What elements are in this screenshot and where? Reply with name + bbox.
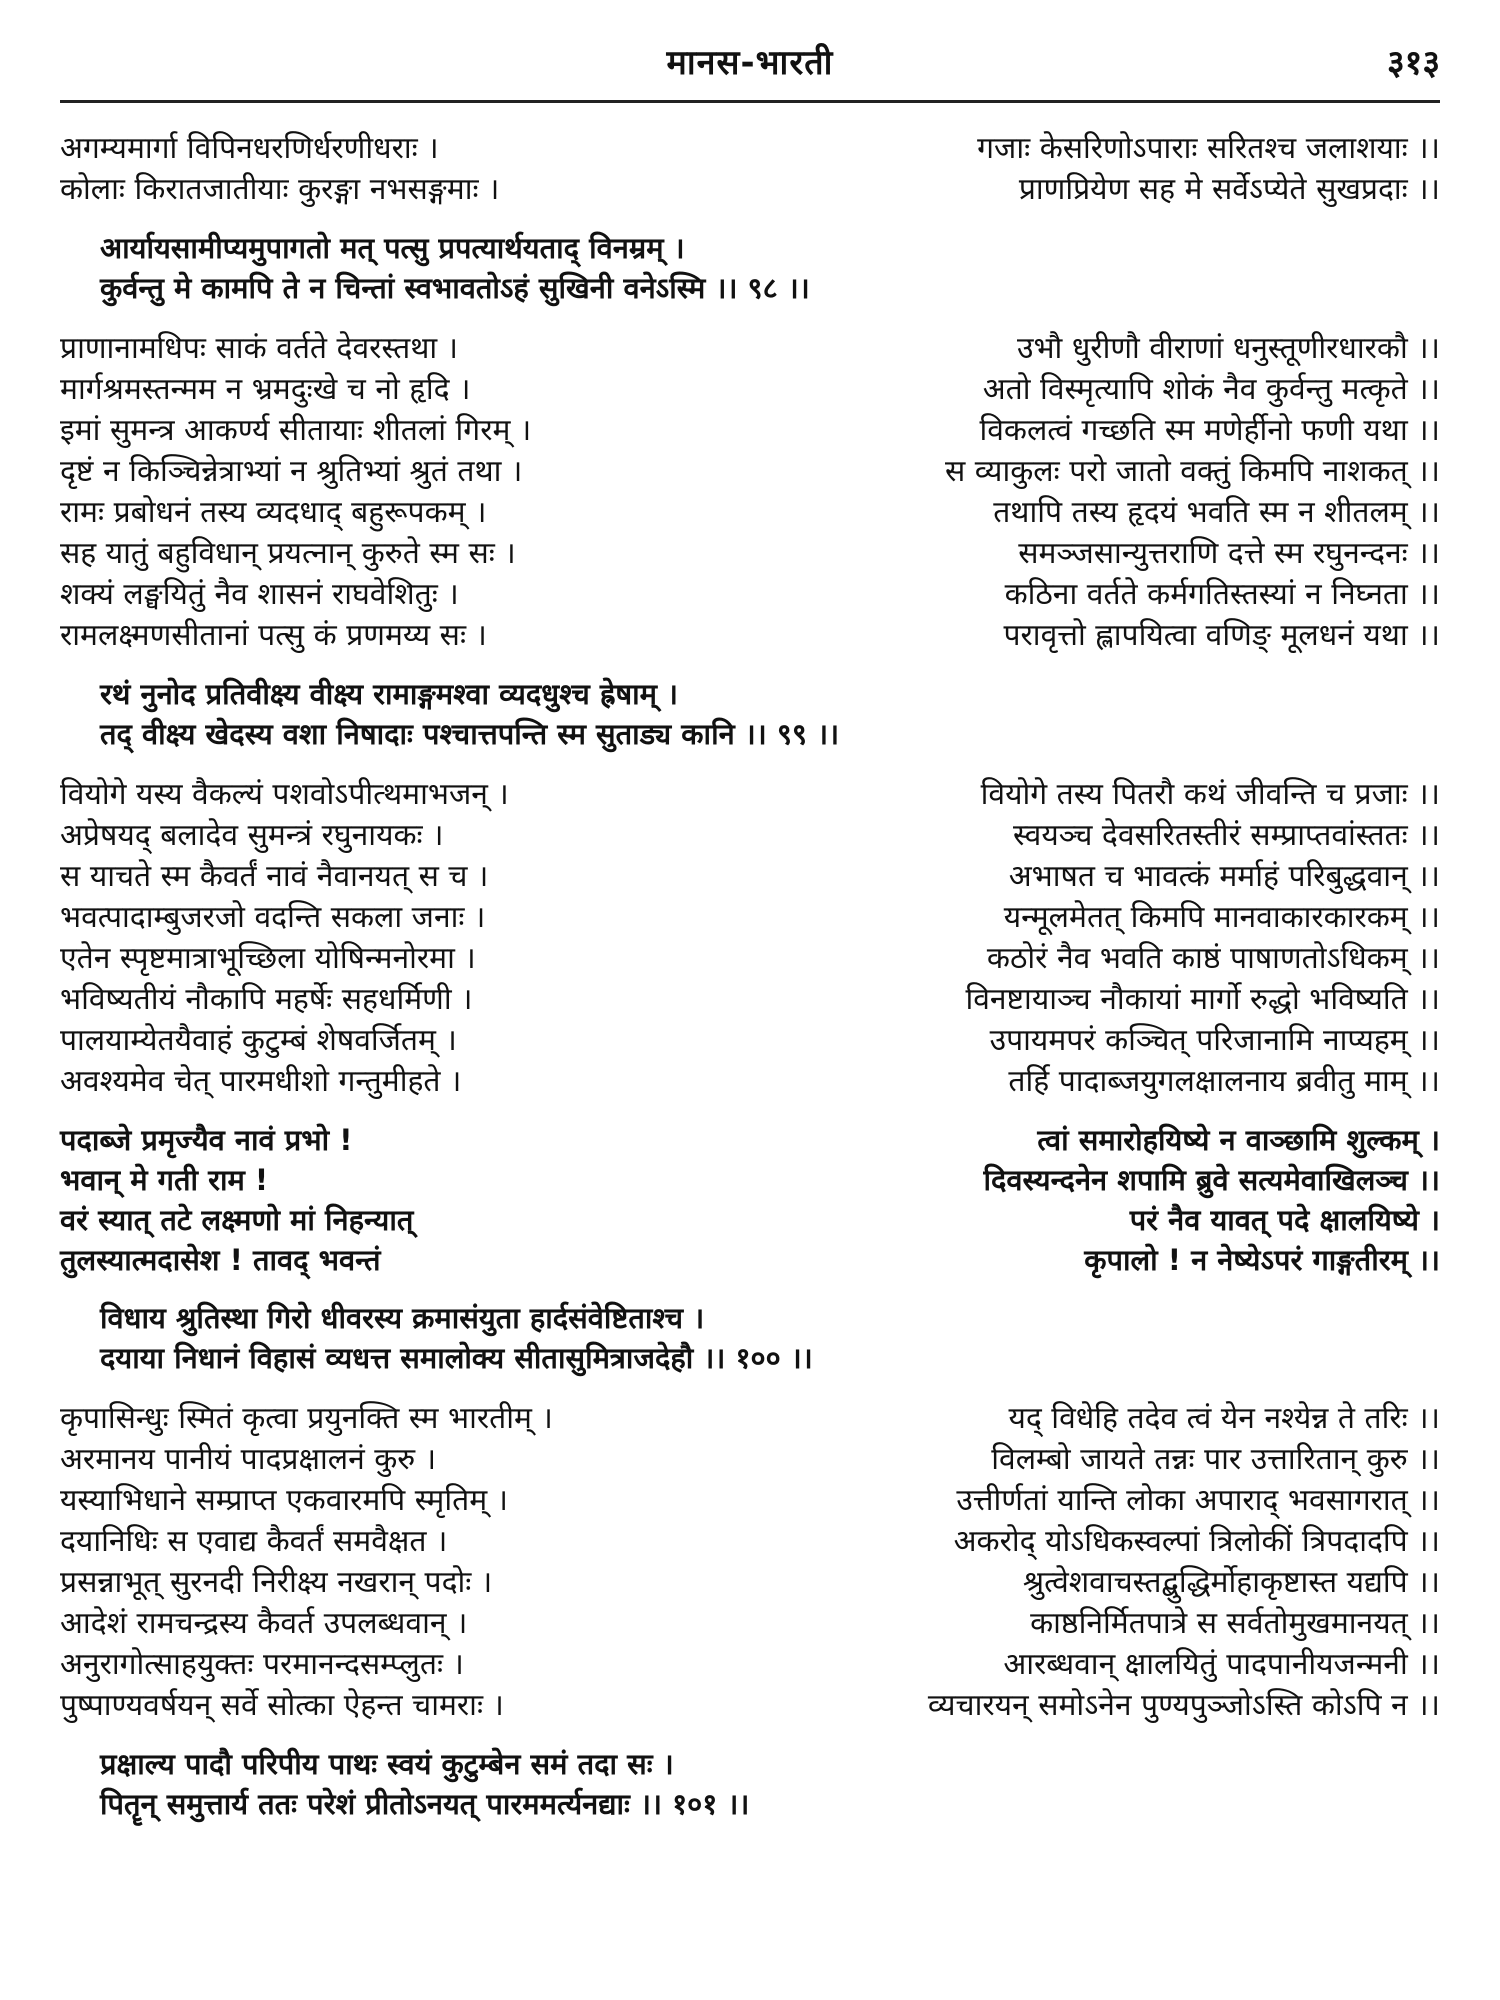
verse-first-half: वियोगे यस्य वैकल्यं पशवोऽपीत्थमाभजन् । — [60, 777, 509, 812]
verse-second-half: स्वयञ्च देवसरितस्तीरं सम्प्राप्तवांस्ततः ।। — [1012, 818, 1440, 853]
verse-first-half: अगम्यमार्गा विपिनधरणिर्धरणीधराः । — [60, 131, 439, 166]
verse-line — [60, 1439, 1440, 1480]
verse-first-half: अप्रेषयद् बलादेव सुमन्त्रं रघुनायकः । — [60, 818, 444, 853]
verse-line — [60, 369, 1440, 410]
verse-second-half: काष्ठनिर्मितपात्रे स सर्वतोमुखमानयत् ।। — [1030, 1606, 1440, 1641]
verse-text: आर्यायसामीप्यमुपागतो मत् पत्सु प्रपत्यार्थयताद् विनम्रम् । — [100, 231, 685, 265]
verse-second-half: विलम्बो जायते तन्नः पार उत्तारितान् कुरु ।। — [991, 1442, 1440, 1477]
verse-second-half: दिवस्यन्दनेन शपामि ब्रुवे सत्यमेवाखिलञ्च ।। — [983, 1163, 1440, 1197]
verse-line — [60, 1480, 1440, 1521]
verse-line — [60, 1020, 1440, 1061]
verse-first-half: मार्गश्रमस्तन्मम न भ्रमदुःखे च नो हृदि । — [60, 372, 471, 407]
verse-first-half: अरमानय पानीयं पादप्रक्षालनं कुरु । — [60, 1442, 437, 1477]
verse-line — [60, 1120, 1440, 1160]
verse-text: तद् वीक्ष्य खेदस्य वशा निषादाः पश्चात्तपन्ति स्म सुताड्य कानि ।। ९९ ।। — [100, 717, 840, 751]
verse-text: पितॄन् समुत्तार्य ततः परेशं प्रीतोऽनयत् पारममर्त्यनद्याः ।। १०१ ।। — [100, 1787, 750, 1821]
doha-verse — [60, 1298, 1440, 1378]
verse-second-half: उपायमपरं कञ्चित् परिजानामि नाप्यहम् ।। — [989, 1023, 1440, 1058]
verse-second-half: तर्हि पादाब्जयुगलक्षालनाय ब्रवीतु माम् ।। — [1008, 1064, 1440, 1099]
verse-text: कुर्वन्तु मे कामपि ते न चिन्तां स्वभावतोऽहं सुखिनी वनेऽस्मि ।। ९८ ।। — [100, 271, 810, 305]
verse-second-half: त्वां समारोहयिष्ये न वाञ्छामि शुल्कम् । — [1037, 1123, 1440, 1157]
verse-second-half: व्यचारयन् समोऽनेन पुण्यपुञ्जोऽस्ति कोऽपि न ।। — [927, 1688, 1440, 1723]
verse-first-half: अनुरागोत्साहयुक्तः परमानन्दसम्प्लुतः । — [60, 1647, 464, 1682]
verse-first-half: शक्यं लङ्घयितुं नैव शासनं राघवेशितुः । — [60, 577, 459, 612]
verse-line — [60, 1685, 1440, 1726]
verse-text: विधाय श्रुतिस्था गिरो धीवरस्य क्रमासंयुता हार्दसंवेष्टिताश्च । — [100, 1301, 705, 1335]
verse-line — [60, 169, 1440, 210]
chaupai-verse — [60, 774, 1440, 1102]
verse-line — [60, 1603, 1440, 1644]
verse-second-half: यद् विधेहि तदेव त्वं येन नश्येन्न ते तरिः ।। — [1008, 1401, 1440, 1436]
header-rule — [60, 100, 1440, 103]
verse-line — [60, 1160, 1440, 1200]
verse-line — [60, 1061, 1440, 1102]
verse-first-half: कृपासिन्धुः स्मितं कृत्वा प्रयुनक्ति स्म भारतीम् । — [60, 1401, 553, 1436]
chaupai-verse — [60, 1398, 1440, 1726]
verse-line — [60, 1562, 1440, 1603]
verse-first-half: इमां सुमन्त्र आकर्ण्य सीतायाः शीतलां गिरम् । — [60, 413, 532, 448]
verse-first-half: भवत्पादाम्बुजरजो वदन्ति सकला जनाः । — [60, 900, 486, 935]
doha-verse — [60, 674, 1440, 754]
verse-second-half: श्रुत्वेशवाचस्तद्बुद्धिर्मोहाकृष्टास्त यद्यपि ।। — [1022, 1565, 1440, 1600]
verse-line — [60, 856, 1440, 897]
verse-line — [60, 938, 1440, 979]
verse-second-half: परं नैव यावत् पदे क्षालयिष्ये । — [1129, 1203, 1440, 1237]
verse-second-half: उभौ धुरीणौ वीराणां धनुस्तूणीरधारकौ ।। — [1017, 331, 1440, 366]
verse-line — [60, 1398, 1440, 1439]
verse-line — [60, 897, 1440, 938]
verse-line — [60, 615, 1440, 656]
verse-line — [60, 979, 1440, 1020]
verse-first-half: पालयाम्येतयैवाहं कुटुम्बं शेषवर्जितम् । — [60, 1023, 457, 1058]
doha-verse — [60, 228, 1440, 308]
verse-first-half: कोलाः किरातजातीयाः कुरङ्गा नभसङ्गमाः । — [60, 172, 500, 207]
verse-first-half: दयानिधिः स एवाद्य कैवर्तं समवैक्षत । — [60, 1524, 448, 1559]
verse-second-half: तथापि तस्य हृदयं भवति स्म न शीतलम् ।। — [993, 495, 1440, 530]
verse-text: दयाया निधानं विहासं व्यधत्त समालोक्य सीतासुमित्राजदेहौ ।। १०० ।। — [100, 1341, 813, 1375]
verse-line — [60, 1644, 1440, 1685]
verse-first-half: पदाब्जे प्रमृज्यैव नावं प्रभो ! — [60, 1123, 353, 1157]
verse-first-half: रामलक्ष्मणसीतानां पत्सु कं प्रणमय्य सः । — [60, 618, 487, 653]
verse-second-half: अतो विस्मृत्यापि शोकं नैव कुर्वन्तु मत्कृते ।। — [982, 372, 1440, 407]
verse-line — [60, 774, 1440, 815]
verse-second-half: प्राणप्रियेण सह मे सर्वेऽप्येते सुखप्रदाः ।। — [1018, 172, 1440, 207]
verse-first-half: भवान् मे गती राम ! — [60, 1163, 269, 1197]
verse-line — [60, 1200, 1440, 1240]
verse-first-half: वरं स्यात् तटे लक्ष्मणो मां निहन्यात् — [60, 1203, 414, 1237]
verse-second-half: आरब्धवान् क्षालयितुं पादपानीयजन्मनी ।। — [1003, 1647, 1440, 1682]
verse-line — [100, 268, 1240, 308]
verse-line — [60, 574, 1440, 615]
verse-first-half: भविष्यतीयं नौकापि महर्षेः सहधर्मिणी । — [60, 982, 473, 1017]
verse-line — [60, 492, 1440, 533]
verse-first-half: दृष्टं न किञ्चिन्नेत्राभ्यां न श्रुतिभ्यां श्रुतं तथा । — [60, 454, 523, 489]
verse-second-half: स व्याकुलः परो जातो वक्तुं किमपि नाशकत् ।। — [944, 454, 1440, 489]
verse-line — [60, 1521, 1440, 1562]
verse-first-half: तुलस्यात्मदासेश ! तावद् भवन्तं — [60, 1243, 381, 1277]
verse-line — [60, 410, 1440, 451]
verse-line — [60, 128, 1440, 169]
chaupai-verse — [60, 128, 1440, 210]
verse-line — [100, 228, 1240, 268]
verse-line — [60, 451, 1440, 492]
verse-second-half: विकलत्वं गच्छति स्म मणेर्हीनो फणी यथा ।। — [979, 413, 1440, 448]
verse-line — [60, 328, 1440, 369]
page-number: ३१३ — [1386, 43, 1440, 83]
verse-first-half: सह यातुं बहुविधान् प्रयत्नान् कुरुते स्म सः । — [60, 536, 516, 571]
verse-second-half: यन्मूलमेतत् किमपि मानवाकारकारकम् ।। — [1003, 900, 1440, 935]
page-header — [60, 30, 1440, 90]
verse-line — [60, 533, 1440, 574]
verse-second-half: विनष्टायाञ्च नौकायां मार्गो रुद्धो भविष्यति ।। — [965, 982, 1440, 1017]
verse-second-half: कृपालो ! न नेष्येऽपरं गाङ्गतीरम् ।। — [1084, 1243, 1440, 1277]
verse-second-half: गजाः केसरिणोऽपाराः सरितश्च जलाशयाः ।। — [977, 131, 1440, 166]
verse-line — [60, 1240, 1440, 1280]
verse-first-half: एतेन स्पृष्टमात्राभूच्छिला योषिन्मनोरमा । — [60, 941, 476, 976]
verse-second-half: अकरोद् योऽधिकस्वल्पां त्रिलोकीं त्रिपदादपि ।। — [953, 1524, 1440, 1559]
chaupai-verse — [60, 328, 1440, 656]
verse-first-half: यस्याभिधाने सम्प्राप्त एकवारमपि स्मृतिम् । — [60, 1483, 509, 1518]
verse-line — [100, 1784, 1240, 1824]
verse-second-half: अभाषत च भावत्कं मर्माहं परिबुद्धवान् ।। — [1008, 859, 1440, 894]
running-title: मानस-भारती — [666, 43, 834, 83]
verse-line — [100, 674, 1240, 714]
verse-first-half: आदेशं रामचन्द्रस्य कैवर्त उपलब्धवान् । — [60, 1606, 468, 1641]
doha-verse — [60, 1744, 1440, 1824]
verse-line — [100, 1298, 1240, 1338]
verse-first-half: प्रसन्नाभूत् सुरनदी निरीक्ष्य नखरान् पदोः । — [60, 1565, 493, 1600]
verse-first-half: स याचते स्म कैवर्तं नावं नैवानयत् स च । — [60, 859, 489, 894]
verse-line — [100, 1338, 1240, 1378]
verse-line — [100, 1744, 1240, 1784]
chhand-verse — [60, 1120, 1440, 1280]
verse-second-half: परावृत्तो ह्लापयित्वा वणिङ् मूलधनं यथा ।। — [1003, 618, 1440, 653]
verse-second-half: कठिना वर्तते कर्मगतिस्तस्यां न निघ्नता ।। — [1004, 577, 1440, 612]
verse-second-half: वियोगे तस्य पितरौ कथं जीवन्ति च प्रजाः ।। — [980, 777, 1440, 812]
verse-line — [60, 815, 1440, 856]
verse-first-half: पुष्पाण्यवर्षयन् सर्वे सोत्का ऐहन्त चामराः । — [60, 1688, 504, 1723]
verse-body — [60, 128, 1440, 1844]
verse-text: रथं नुनोद प्रतिवीक्ष्य वीक्ष्य रामाङ्गमश्वा व्यदधुश्च ह्रेषाम् । — [100, 677, 679, 711]
verse-second-half: समञ्जसान्युत्तराणि दत्ते स्म रघुनन्दनः ।। — [1018, 536, 1440, 571]
verse-second-half: कठोरं नैव भवति काष्ठं पाषाणतोऽधिकम् ।। — [986, 941, 1440, 976]
verse-first-half: अवश्यमेव चेत् पारमधीशो गन्तुमीहते । — [60, 1064, 462, 1099]
verse-second-half: उत्तीर्णतां यान्ति लोका अपाराद् भवसागरात् ।। — [956, 1483, 1440, 1518]
verse-first-half: रामः प्रबोधनं तस्य व्यदधाद् बहुरूपकम् । — [60, 495, 487, 530]
verse-line — [100, 714, 1240, 754]
verse-text: प्रक्षाल्य पादौ परिपीय पाथः स्वयं कुटुम्बेन समं तदा सः । — [100, 1747, 674, 1781]
verse-first-half: प्राणानामधिपः साकं वर्तते देवरस्तथा । — [60, 331, 459, 366]
